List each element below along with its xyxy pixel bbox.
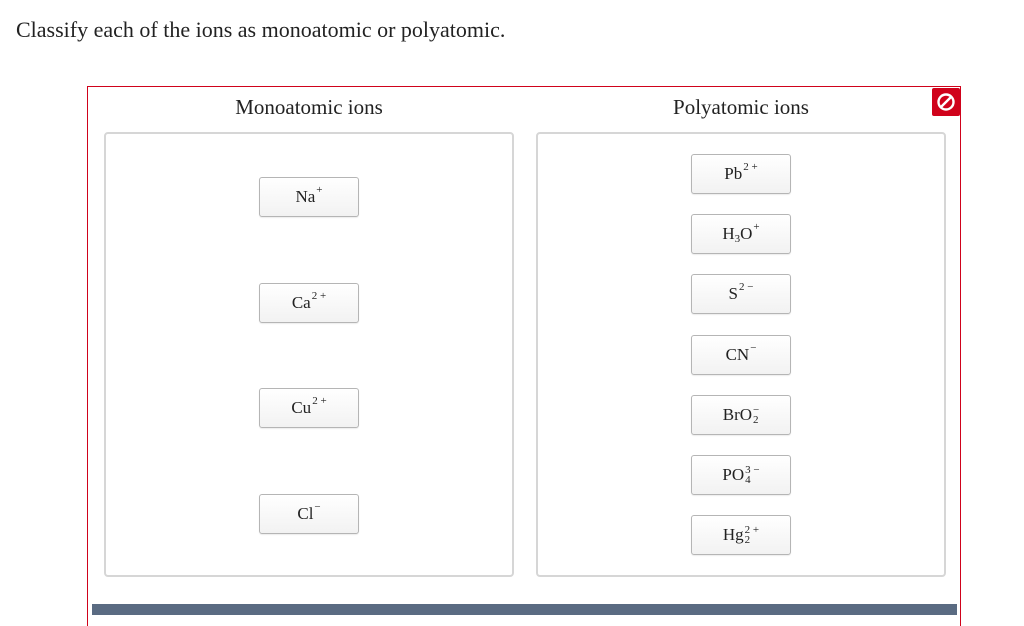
ion-charge: − (753, 404, 760, 416)
question-text: Classify each of the ions as monoatomic or polyatomic. (16, 17, 506, 42)
ion-chip-h3o[interactable] (691, 214, 791, 254)
ion-charge: − (750, 342, 757, 354)
ion-symbol: S (728, 284, 738, 303)
ion-charge: + (316, 184, 323, 196)
ion-symbol: Cu (291, 398, 312, 417)
ion-charge: 2 + (311, 290, 327, 302)
ion-chip-bro2[interactable] (691, 395, 791, 435)
ion-symbol: Hg (722, 525, 744, 544)
ion-charge: + (753, 221, 760, 233)
ion-subscript: 2 (744, 534, 751, 546)
ion-chip-cl[interactable] (259, 494, 359, 534)
ion-symbol: H (722, 224, 735, 243)
ion-stacked-script (745, 465, 759, 485)
ion-symbol: BrO (722, 405, 753, 424)
column-heading-polyatomic: Polyatomic ions (673, 95, 809, 119)
ion-chip-hg2[interactable] (691, 515, 791, 555)
ion-symbol: CN (725, 345, 750, 364)
ion-symbol: Pb (724, 164, 743, 183)
ion-charge: 2 − (739, 281, 754, 293)
ion-subscript: 3 (734, 233, 741, 245)
ion-chip-na[interactable] (259, 177, 359, 217)
no-entry-icon (932, 88, 960, 116)
ion-subscript: 2 (753, 414, 759, 426)
ion-charge: 3 − (745, 464, 760, 476)
ion-chip-pb[interactable] (691, 154, 791, 194)
ion-symbol: Na (295, 187, 316, 206)
ion-chip-s[interactable] (691, 274, 791, 314)
ion-stacked-script (753, 405, 759, 425)
ion-symbol: Ca (291, 293, 311, 312)
ion-charge: 2 + (744, 524, 760, 536)
ion-chip-cu[interactable] (259, 388, 359, 428)
ion-symbol: PO (722, 465, 745, 484)
ion-symbol: Cl (297, 504, 314, 523)
ion-charge: 2 + (312, 395, 327, 407)
ion-subscript: 4 (745, 474, 751, 486)
ion-chip-cn[interactable] (691, 335, 791, 375)
ion-symbol-part: O (740, 224, 753, 243)
bottom-action-bar (92, 604, 957, 615)
ion-chip-po4[interactable] (691, 455, 791, 495)
ion-charge: − (314, 501, 321, 513)
ion-chip-ca[interactable] (259, 283, 359, 323)
ion-charge: 2 + (743, 161, 758, 173)
ion-stacked-script (745, 525, 759, 545)
column-heading-monoatomic: Monoatomic ions (235, 95, 383, 119)
